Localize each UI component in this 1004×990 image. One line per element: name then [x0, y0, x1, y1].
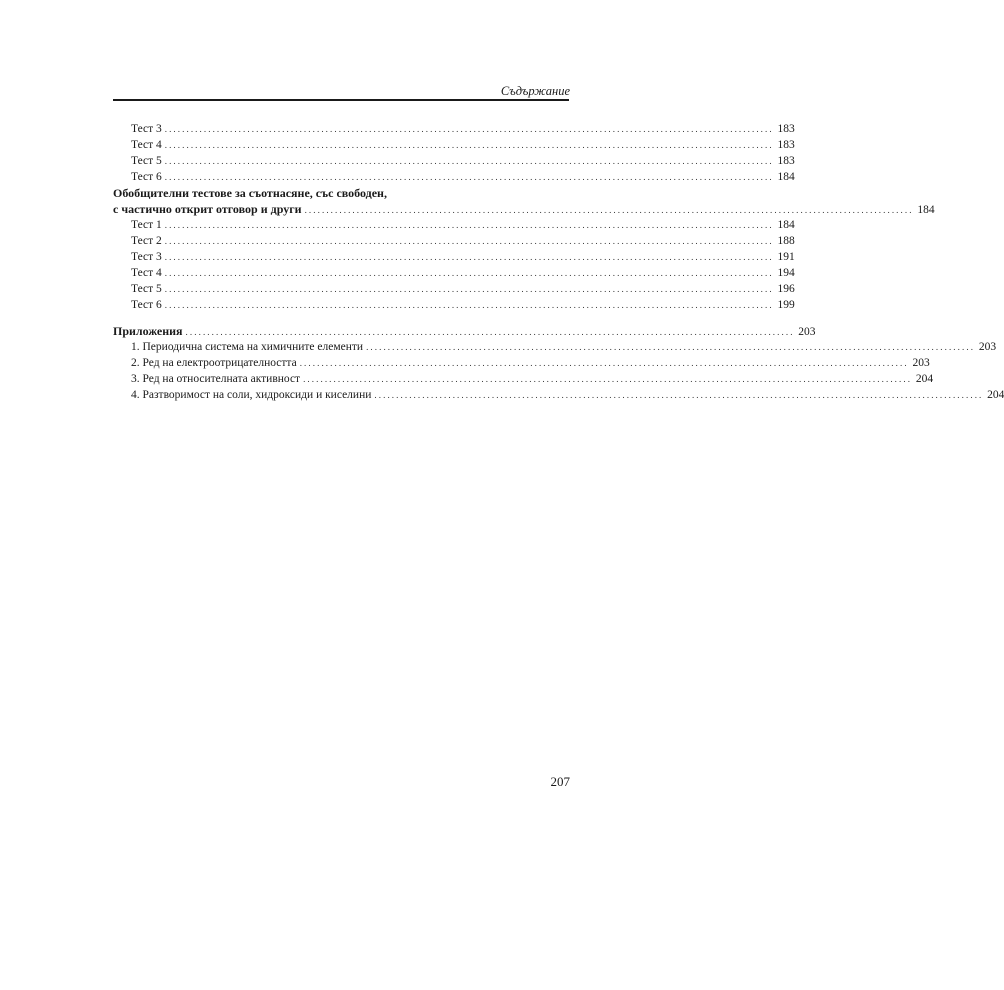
dot-leader: ............................................................................................................................................ — [164, 268, 774, 278]
dot-leader: ............................................................................................................................................ — [164, 172, 774, 182]
dot-leader: ............................................................................................................................................ — [164, 156, 774, 166]
dot-leader: ............................................................................................................................................ — [374, 390, 984, 400]
toc-entry-label: 4. Разтворимост на соли, хидроксиди и киселини — [131, 389, 372, 401]
toc-entry[interactable] — [113, 153, 795, 169]
toc-entry-label: Тест 4 — [131, 267, 162, 279]
toc-entry-label: Тест 6 — [131, 171, 162, 183]
toc-entry-page: 203 — [912, 357, 930, 369]
toc-section-title-continued: с частично открит отговор и други — [113, 202, 302, 216]
toc-section-page: 184 — [917, 204, 935, 216]
toc-entry-page: 204 — [987, 389, 1004, 401]
toc-entry-page: 204 — [915, 373, 934, 385]
toc-entry-page: 194 — [777, 267, 795, 279]
dot-leader: ............................................................................................................................................ — [164, 300, 774, 310]
toc-entry-page: 183 — [777, 155, 795, 167]
toc-entry-page: 184 — [777, 171, 795, 183]
header-rule — [113, 99, 569, 101]
toc-entry[interactable] — [113, 371, 934, 387]
toc-entry[interactable] — [113, 281, 795, 297]
toc-entry-page: 183 — [777, 123, 795, 135]
toc-section-page: 203 — [798, 326, 816, 338]
toc-entry[interactable] — [113, 169, 795, 185]
dot-leader: ............................................................................................................................................ — [164, 284, 774, 294]
toc-section-heading-line1[interactable] — [113, 185, 569, 201]
toc-entry-page: 184 — [777, 219, 795, 231]
dot-leader: ............................................................................................................................................ — [304, 205, 914, 215]
toc-entry-page: 196 — [777, 283, 795, 295]
section-spacer — [113, 313, 569, 323]
table-of-contents — [113, 121, 1004, 403]
running-header-title: Съдържание — [500, 84, 570, 98]
toc-entry[interactable] — [113, 249, 795, 265]
toc-entry-page: 203 — [978, 341, 997, 353]
toc-entry-label: Тест 1 — [131, 219, 162, 231]
toc-entry-page: 188 — [777, 235, 795, 247]
toc-entry-label: Тест 5 — [131, 155, 162, 167]
toc-entry-page: 183 — [777, 139, 795, 151]
toc-entry[interactable] — [113, 339, 997, 355]
dot-leader: ............................................................................................................................................ — [164, 220, 774, 230]
toc-entry-label: 3. Ред на относителната активност — [131, 373, 301, 385]
dot-leader: ............................................................................................................................................ — [164, 124, 774, 134]
toc-entry[interactable] — [113, 355, 930, 371]
dot-leader: ............................................................................................................................................ — [164, 236, 774, 246]
toc-entry[interactable] — [113, 265, 795, 281]
toc-entry-label: 1. Периодична система на химичните елементи — [131, 341, 364, 353]
dot-leader: ............................................................................................................................................ — [185, 327, 795, 337]
toc-entry-label: Тест 2 — [131, 235, 162, 247]
toc-section-heading[interactable] — [113, 323, 816, 339]
toc-entry-label: Тест 3 — [131, 123, 162, 135]
toc-entry-label: Тест 3 — [131, 251, 162, 263]
toc-section-title: Приложения — [113, 324, 183, 338]
toc-section-title: Обобщителни тестове за съотнасяне, със свободен, — [113, 186, 387, 200]
dot-leader: ............................................................................................................................................ — [164, 140, 774, 150]
dot-leader: ............................................................................................................................................ — [303, 374, 913, 384]
page-number: 207 — [550, 774, 570, 789]
toc-entry[interactable] — [113, 121, 795, 137]
toc-section-heading-line2[interactable] — [113, 201, 935, 217]
toc-entry-label: Тест 6 — [131, 299, 162, 311]
toc-entry-label: Тест 5 — [131, 283, 162, 295]
dot-leader: ............................................................................................................................................ — [164, 252, 774, 262]
toc-entry[interactable] — [113, 387, 1004, 403]
toc-entry[interactable] — [113, 297, 795, 313]
toc-entry-page: 191 — [777, 251, 795, 263]
toc-entry[interactable] — [113, 217, 795, 233]
toc-entry-label: Тест 4 — [131, 139, 162, 151]
toc-entry-page: 199 — [777, 299, 795, 311]
toc-entry[interactable] — [113, 137, 795, 153]
toc-entry[interactable] — [113, 233, 795, 249]
dot-leader: ............................................................................................................................................ — [366, 342, 976, 352]
toc-entry-label: 2. Ред на електроотрицателността — [131, 357, 297, 369]
dot-leader: ............................................................................................................................................ — [299, 358, 909, 368]
